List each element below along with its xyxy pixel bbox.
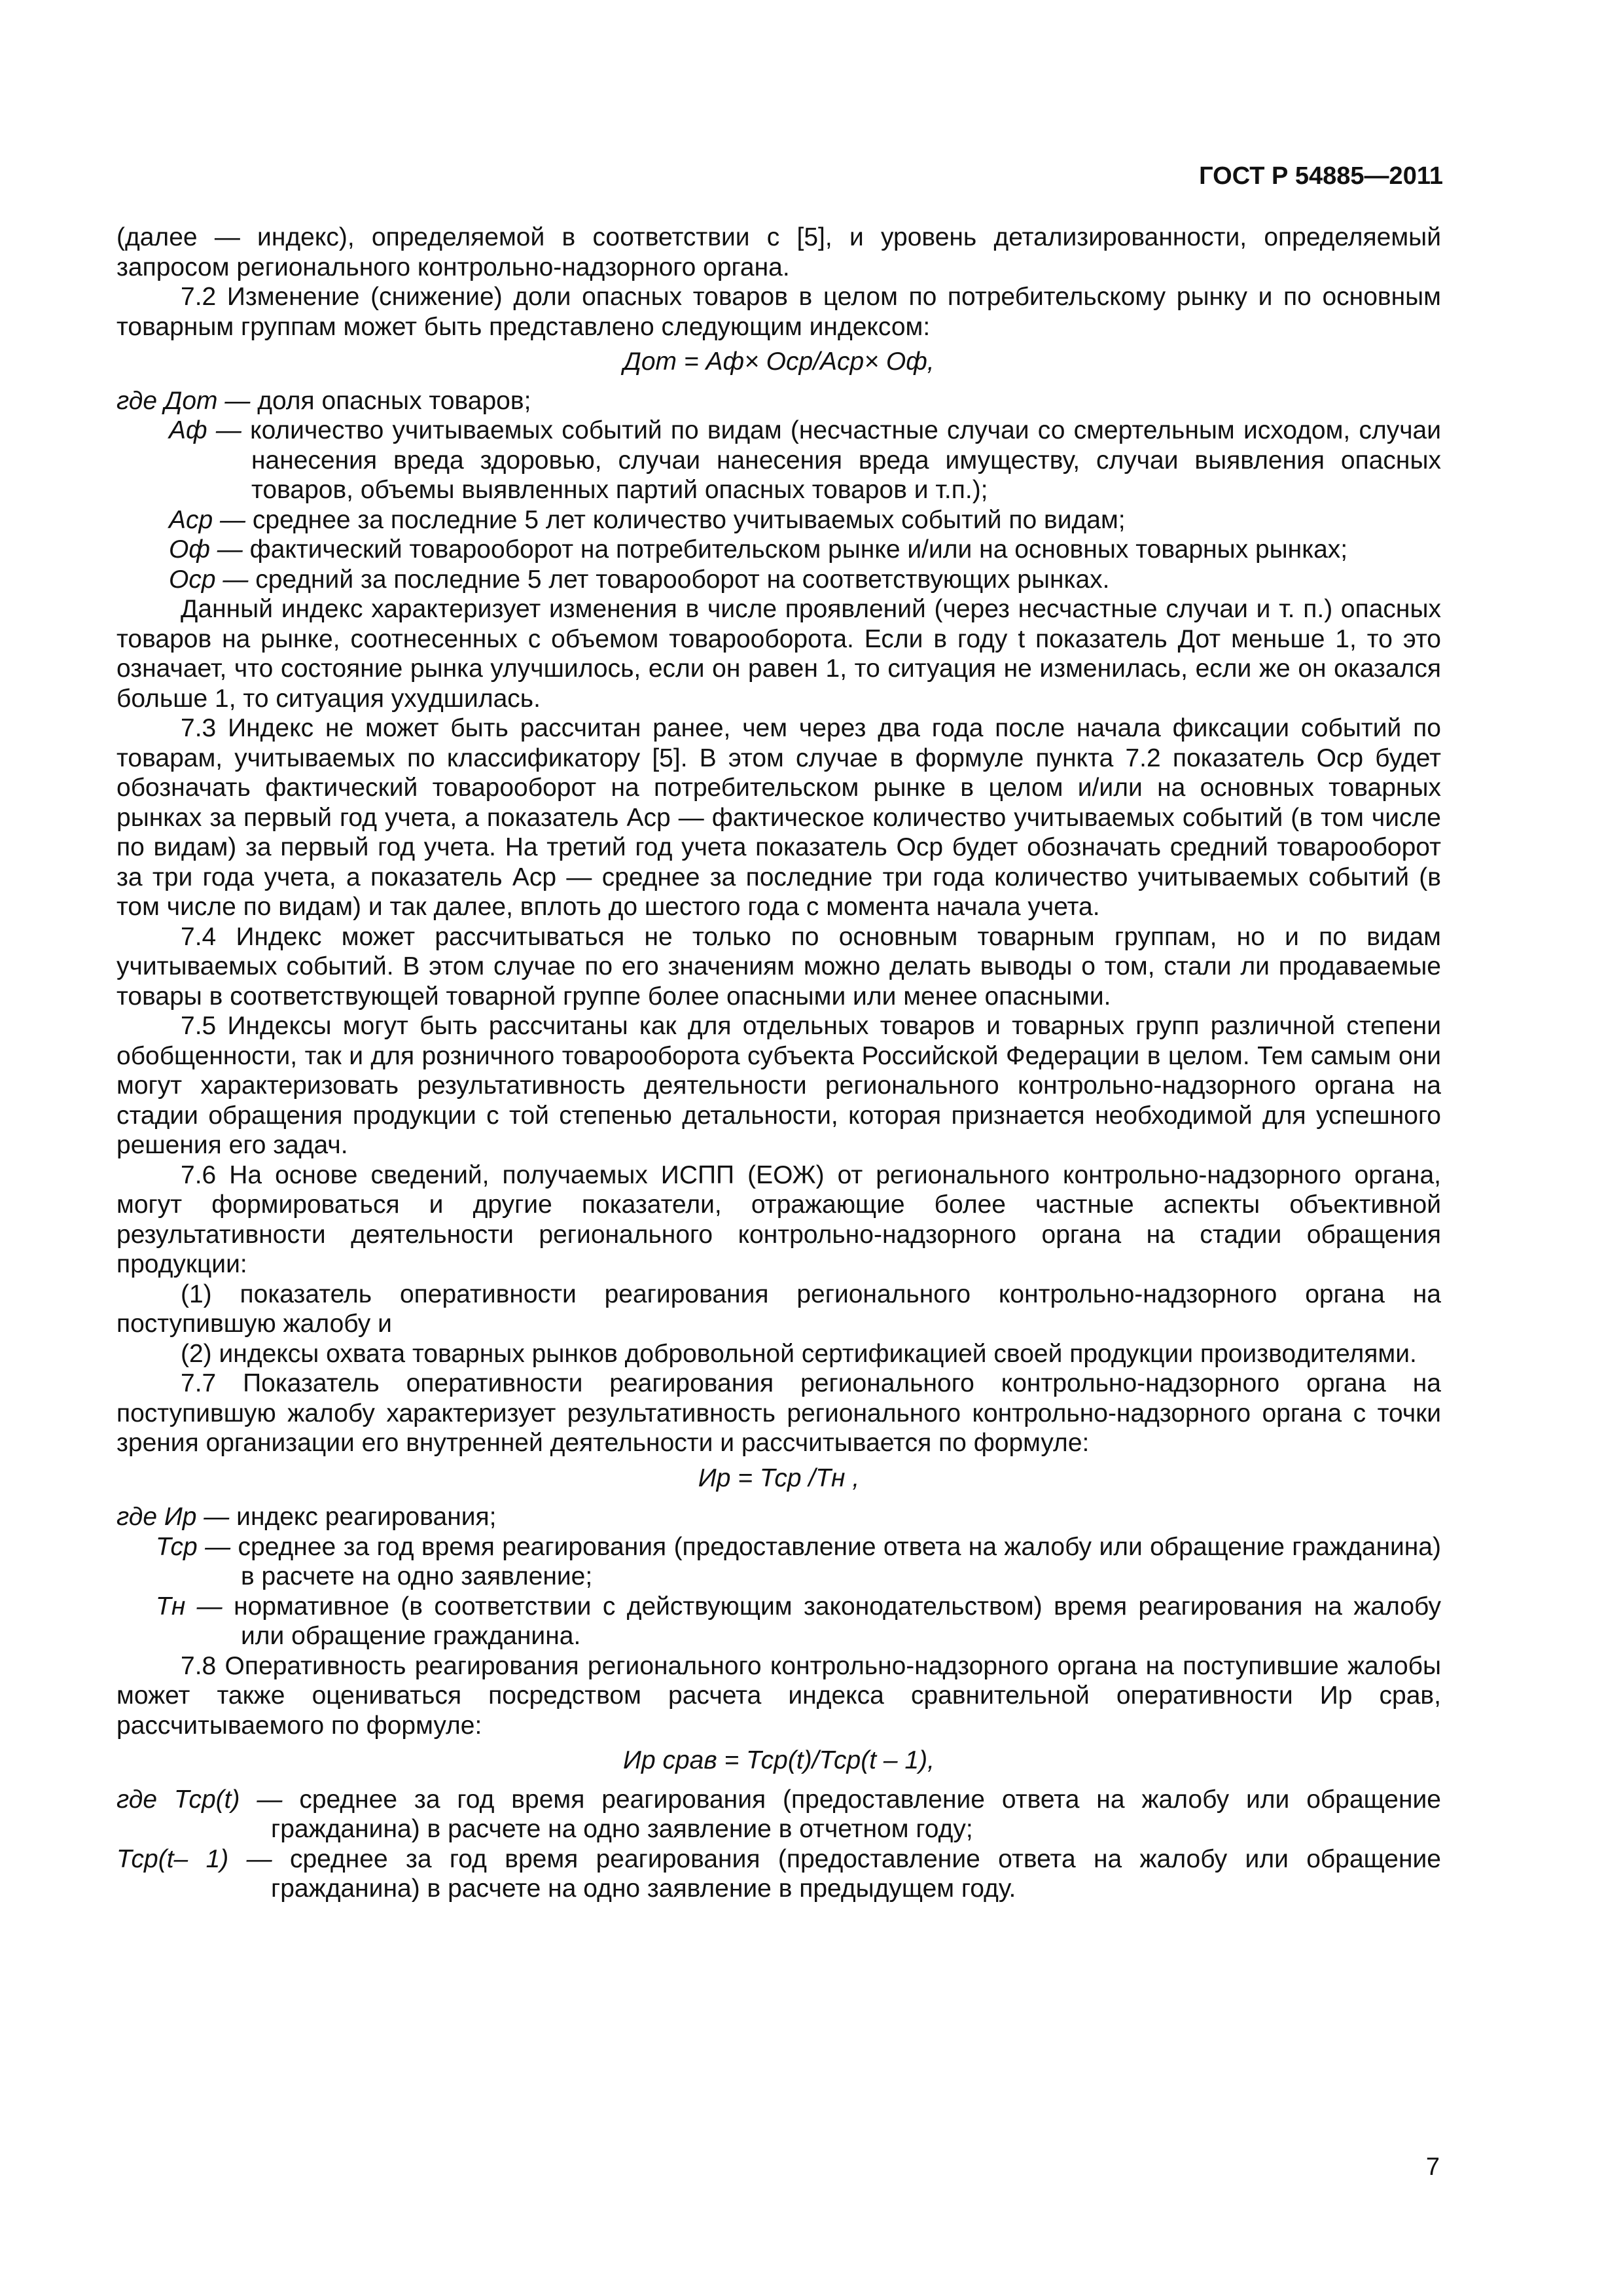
paragraph-7-7: 7.7 Показатель оперативности реагирования регионального контрольно-надзорного органа на поступившую жалобу характеризует результативность регионального контрольно-надзорного органа с точки зрения организации его внутренней деятельности и рассчитывается по формуле: [116,1369,1441,1457]
definition-text: доля опасных товаров; [257,386,531,415]
paragraph-7-4: 7.4 Индекс может рассчитываться не только по основным товарным группам, но и по видам учитываемых событий. В этом случае по его значениям можно делать выводы о том, стали ли продаваемые товары в соответствующей товарной группе более опасными или менее опасными. [116,922,1441,1011]
page-number: 7 [1425,2153,1440,2181]
document-header: ГОСТ Р 54885—2011 [1199,162,1443,190]
definition-symbol: Тн — [156,1592,223,1621]
paragraph-continuation: (далее — индекс), определяемой в соответствии с [5], и уровень детализированности, определяемый запросом регионального контрольно-надзорного органа. [116,223,1441,281]
formula-ir-srav: Ир срав = Тср(t)/Тср(t – 1), [623,1746,935,1774]
definition-osr [116,565,1441,595]
definition-text: среднее за год время реагирования (предоставление ответа на жалобу или обращение гражданина) в расчете на одно заявление; [238,1532,1441,1590]
document-body [116,223,1441,1904]
definition-text: среднее за последние 5 лет количество учитываемых событий по видам; [252,505,1126,534]
definition-text: количество учитываемых событий по видам (несчастные случаи со смертельным исходом, случаи нанесения вреда здоровью, случаи нанесения вреда имуществу, случаи выявления опасных товаров, объемы выявленных партий опасных товаров и т.п.); [250,416,1441,504]
definition-text: средний за последние 5 лет товарооборот на соответствующих рынках. [255,565,1110,594]
definition-af [116,416,1441,505]
definition-text: индекс реагирования; [236,1503,497,1531]
formula-ir: Ир = Тср /Тн , [698,1463,860,1492]
definition-symbol: где Дот — [116,386,251,415]
definition-tsr-t [116,1785,1441,1844]
list-item-2: (2) индексы охвата товарных рынков добровольной сертификацией своей продукции производителями. [181,1339,1417,1368]
definition-tn [116,1592,1441,1651]
paragraph-7-3: 7.3 Индекс не может быть рассчитан ранее, чем через два года после начала фиксации событий по товарам, учитываемых по классификатору [5]. В этом случае в формуле пункта 7.2 показатель Oср будет обозначать фактический товарооборот на потребительском рынке в целом и/или на основных товарных рынках за первый год учета, а показатель Aср — фактическое количество учитываемых событий (в том числе по видам) за первый год учета. На третий год учета показатель Oср будет обозначать средний товарооборот за три года учета, а показатель Aср — среднее за последние три года количество учитываемых событий (в том числе по видам) и так далее, вплоть до шестого года с момента начала учета. [116,714,1441,921]
definition-symbol: где Тср(t) — [116,1785,283,1814]
definition-symbol: Тср — [156,1532,231,1561]
definition-symbol: Aср — [169,505,246,534]
paragraph-7-8: 7.8 Оперативность реагирования регионального контрольно-надзорного органа на поступившие жалобы может также оцениваться посредством расчета индекса сравнительной оперативности Ир срав, рассчитываемого по формуле: [116,1651,1441,1740]
definition-text: фактический товарооборот на потребительском рынке и/или на основных товарных рынках; [249,535,1348,564]
paragraph-index-meaning: Данный индекс характеризует изменения в числе проявлений (через несчастные случаи и т. п.) опасных товаров на рынке, соотнесенных с объемом товарооборота. Если в году t показатель Дот меньше 1, то это означает, что состояние рынка улучшилось, если он равен 1, то ситуация не изменилась, если же он оказался больше 1, то ситуация ухудшилась. [116,595,1441,713]
formula-dot: Дот = Aф× Oср/Aср× Oф, [623,348,935,376]
definition-text: нормативное (в соответствии с действующим законодательством) время реагирования на жалобу или обращение гражданина. [234,1592,1442,1650]
definition-text: среднее за год время реагирования (предоставление ответа на жалобу или обращение гражданина) в расчете на одно заявление в предыдущем году. [271,1844,1441,1903]
definition-dot [116,386,1441,416]
paragraph-7-6: 7.6 На основе сведений, получаемых ИСПП (ЕОЖ) от регионального контрольно-надзорного органа, могут формироваться и другие показатели, отражающие более частные аспекты объективной результативности деятельности регионального контрольно-надзорного органа на стадии обращения продукции: [116,1160,1441,1278]
definition-tsr-t-1 [116,1844,1441,1904]
definition-text: среднее за год время реагирования (предоставление ответа на жалобу или обращение гражданина) в расчете на одно заявление в отчетном году; [271,1785,1441,1843]
definition-of [116,535,1441,565]
definition-ir [116,1502,1441,1532]
definition-symbol: Oф — [169,535,243,564]
paragraph-7-2: 7.2 Изменение (снижение) доли опасных товаров в целом по потребительскому рынку и по основным товарным группам может быть представлено следующим индексом: [116,283,1441,341]
definition-symbol: Тср(t– 1) — [116,1844,272,1873]
definition-tsr [116,1532,1441,1592]
definition-symbol: Aф — [169,416,241,444]
definition-symbol: где Ир — [116,1503,230,1531]
paragraph-7-5: 7.5 Индексы могут быть рассчитаны как для отдельных товаров и товарных групп различной степени обобщенности, так и для розничного товарооборота субъекта Российской Федерации в целом. Тем самым они могут характеризовать результативность деятельности регионального контрольно-надзорного органа на стадии обращения продукции с той степенью детальности, которая признается необходимой для успешного решения его задач. [116,1012,1441,1159]
definition-asr [116,505,1441,535]
definition-symbol: Oср — [169,565,249,594]
list-item-1: (1) показатель оперативности реагирования регионального контрольно-надзорного органа на поступившую жалобу и [116,1280,1441,1338]
